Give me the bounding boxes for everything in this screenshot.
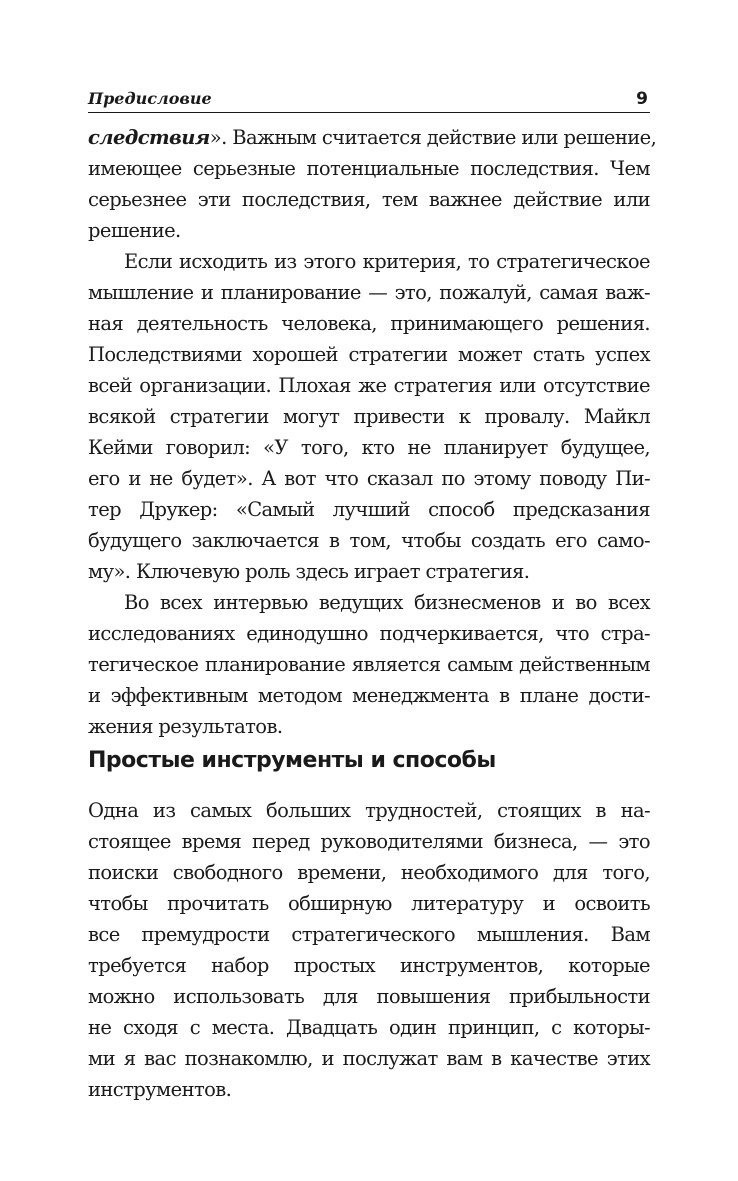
running-header — [88, 88, 650, 112]
text-line: имеющее серьезные потенциальные последствия. Чем — [88, 157, 650, 180]
text-line: чтобы прочитать обширную литературу и освоить — [88, 892, 650, 915]
text-line: требуется набор простых инструментов, которые — [88, 954, 650, 977]
text-line: исследованиях единодушно подчеркивается, что стра- — [88, 622, 650, 645]
text-line: Во всех интервью ведущих бизнесменов и во всех — [124, 591, 650, 614]
text-line: всякой стратегии могут привести к провалу. Майкл — [88, 405, 650, 428]
text-line: стоящее время перед руководителями бизнеса, — это — [88, 830, 650, 853]
text-line: все премудрости стратегического мышления. Вам — [88, 923, 650, 946]
text-line: серьезнее эти последствия, тем важнее действие или — [88, 188, 650, 211]
text-line-rest: ». Важным считается действие или решение, — [209, 126, 657, 149]
running-title: Предисловие — [88, 89, 212, 108]
section-heading: Простые инструменты и способы — [88, 748, 496, 773]
text-line: тер Друкер: «Самый лучший способ предсказания — [88, 498, 650, 521]
text-line: Последствиями хорошей стратегии может стать успех — [88, 343, 650, 366]
text-line: мышление и планирование — это, пожалуй, самая важ- — [88, 281, 650, 304]
text-line: инструментов. — [88, 1078, 232, 1101]
text-line: ми я вас познакомлю, и послужат вам в качестве этих — [88, 1047, 650, 1070]
text-line: будущего заключается в том, чтобы создать его само- — [88, 529, 650, 552]
text-line: не сходя с места. Двадцать один принцип, с которы- — [88, 1016, 650, 1039]
text-line: решение. — [88, 219, 181, 242]
text-line: Кейми говорил: «У того, кто не планирует будущее, — [88, 436, 650, 459]
text-line: поиски свободного времени, необходимого для того, — [88, 861, 650, 884]
text-line: его и не будет». А вот что сказал по этому поводу Пи- — [88, 467, 650, 490]
text-line: му». Ключевую роль здесь играет стратегия. — [88, 560, 530, 583]
text-line: Если исходить из этого критерия, то стратегическое — [124, 250, 650, 273]
emphasis-text: следствия — [88, 126, 210, 149]
text-line: жения результатов. — [88, 715, 283, 738]
text-line — [88, 123, 657, 153]
text-line: ная деятельность человека, принимающего решения. — [88, 312, 650, 335]
text-line: всей организации. Плохая же стратегия или отсутствие — [88, 374, 650, 397]
text-line: Одна из самых больших трудностей, стоящих в на- — [88, 799, 650, 822]
text-line: и эффективным методом менеджмента в плане дости- — [88, 684, 650, 707]
header-rule — [88, 112, 650, 113]
text-line: можно использовать для повышения прибыльности — [88, 985, 650, 1008]
book-page — [88, 0, 657, 1181]
text-line: тегическое планирование является самым действенным — [88, 653, 650, 676]
page-number: 9 — [636, 89, 648, 109]
